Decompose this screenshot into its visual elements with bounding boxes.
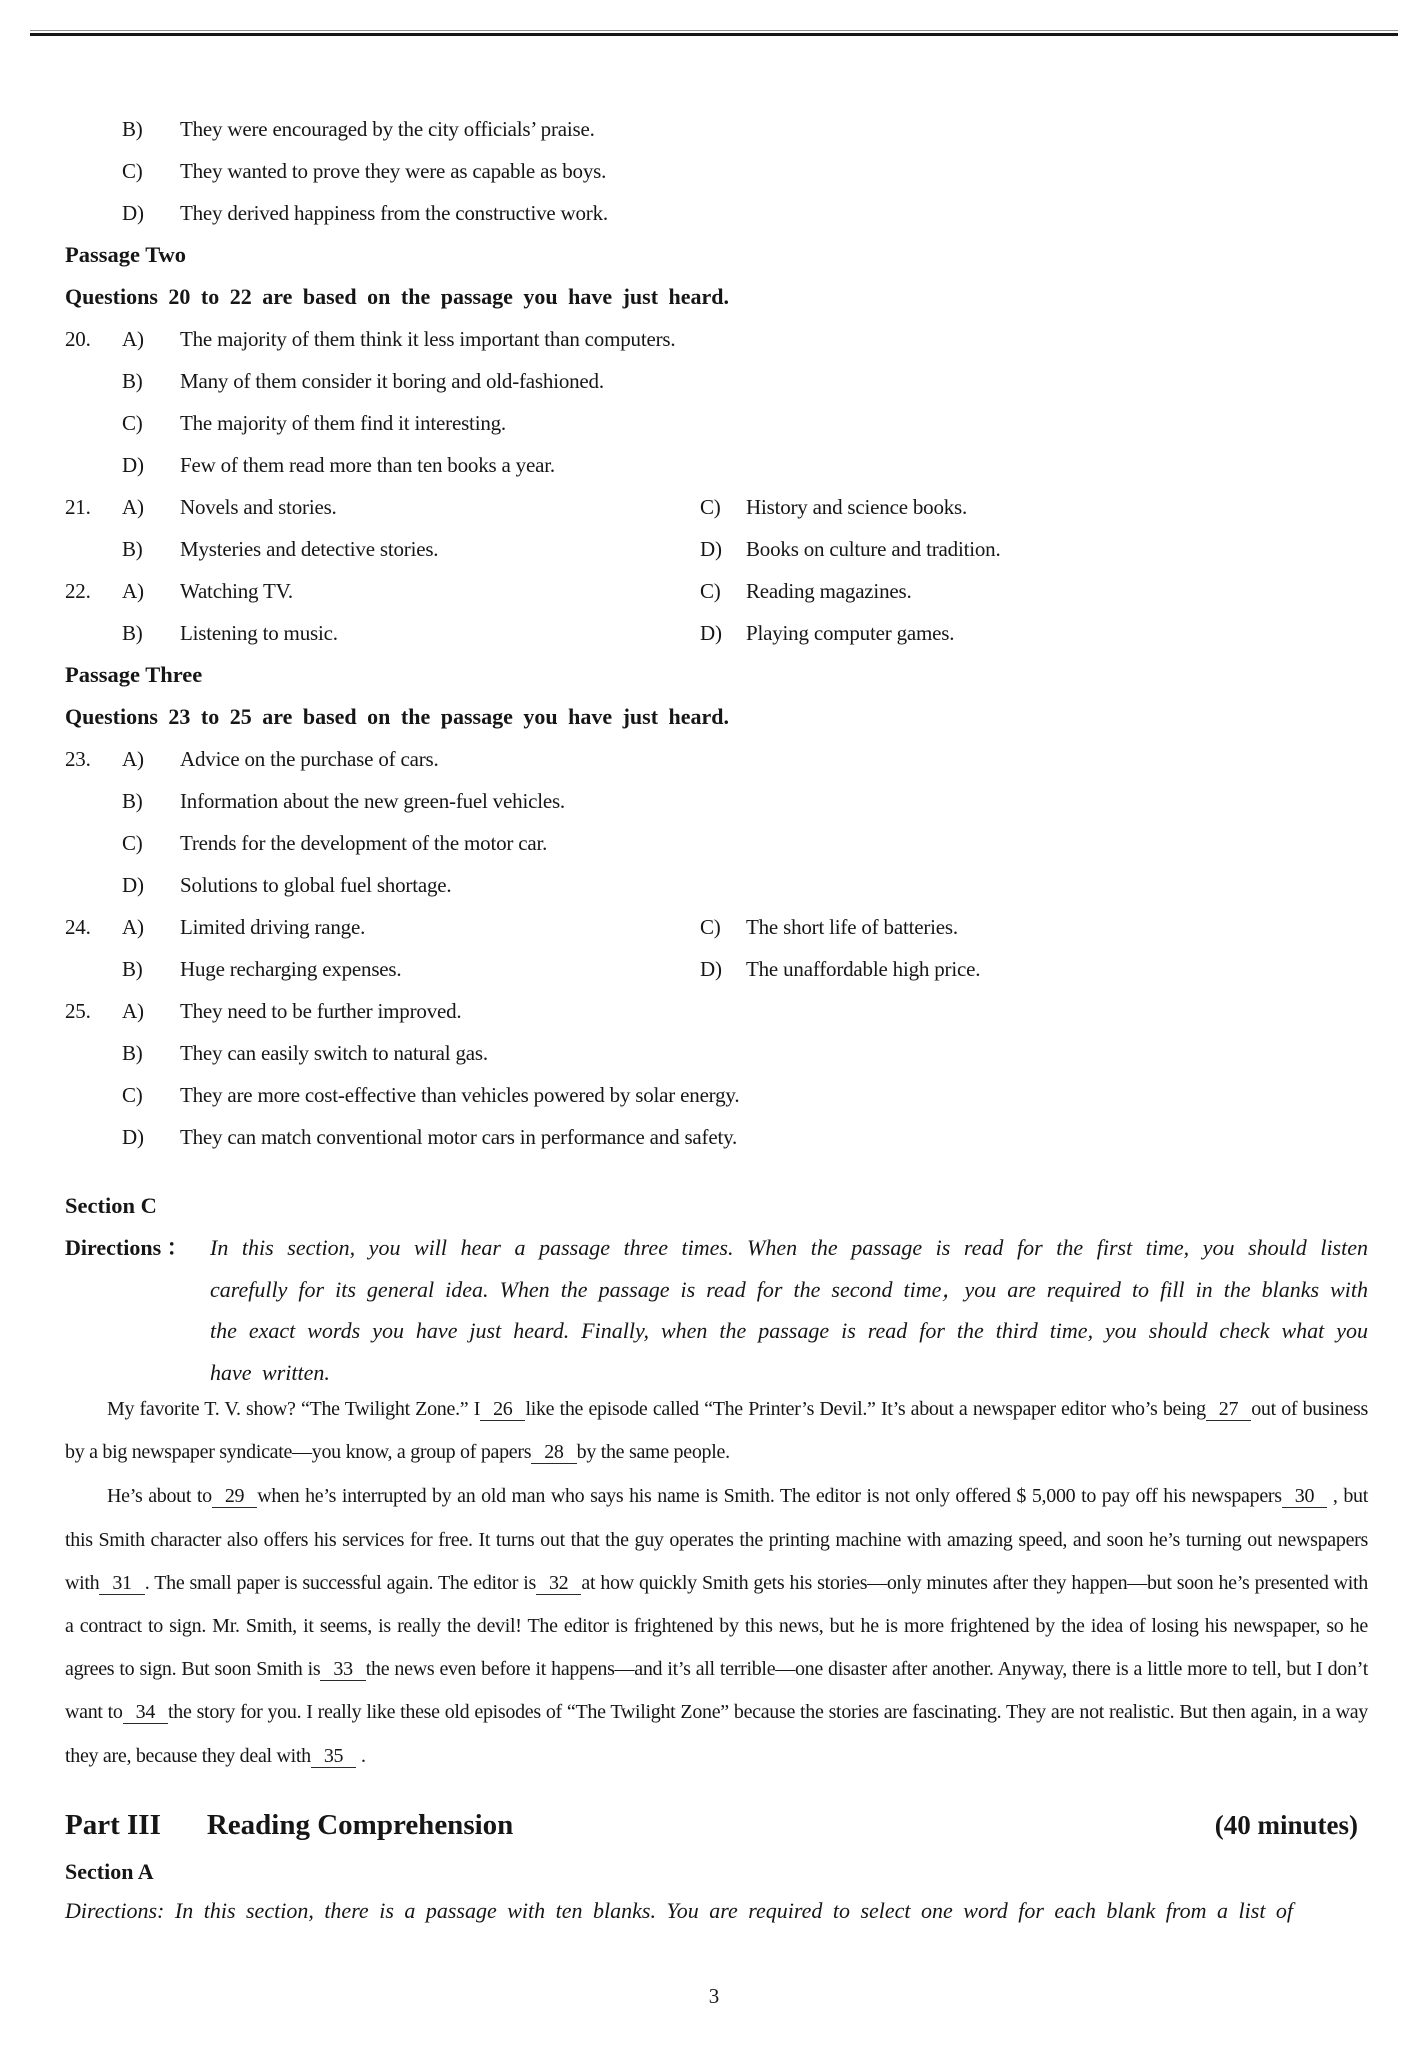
option-text: Huge recharging expenses. — [180, 957, 402, 981]
option-row — [65, 570, 1368, 612]
blank-32: 32 — [536, 1572, 581, 1595]
part-three — [65, 1805, 1368, 1927]
option-row — [65, 360, 1368, 402]
directions-label — [65, 1227, 210, 1393]
question-number — [65, 822, 122, 864]
passage-three-instruction: Questions 23 to 25 are based on the passage you have just heard. — [65, 704, 730, 729]
option-text: They can match conventional motor cars in performance and safety. — [180, 1125, 738, 1149]
option-letter: C) — [122, 159, 143, 183]
option-letter: B) — [122, 369, 143, 393]
option-text: Advice on the purchase of cars. — [180, 747, 439, 771]
question-number: 20. — [65, 327, 91, 351]
directions-colon: ： — [166, 1235, 189, 1260]
question-number — [65, 948, 122, 990]
directions-word: Directions — [65, 1235, 162, 1260]
option-row — [65, 150, 1368, 192]
part-duration: (40 minutes) — [1214, 1810, 1358, 1840]
question-number — [65, 528, 122, 570]
option-text: Reading magazines. — [746, 579, 912, 603]
option-text: Few of them read more than ten books a year. — [180, 453, 555, 477]
option-text: Trends for the development of the motor car. — [180, 831, 548, 855]
option-row — [65, 780, 1368, 822]
option-text: The short life of batteries. — [746, 915, 958, 939]
question-number — [65, 1116, 122, 1158]
option-letter: D) — [122, 1125, 144, 1149]
option-letter: A) — [122, 915, 144, 939]
option-text: They can easily switch to natural gas. — [180, 1041, 488, 1065]
option-letter: B) — [122, 789, 143, 813]
option-text: Novels and stories. — [180, 495, 337, 519]
blank-28: 28 — [531, 1441, 576, 1464]
option-letter: C) — [122, 411, 143, 435]
option-text: Books on culture and tradition. — [746, 537, 1001, 561]
question-number — [65, 150, 122, 192]
blank-34: 34 — [123, 1701, 168, 1724]
option-letter: C) — [700, 495, 721, 519]
section-a-heading: Section A — [65, 1859, 154, 1884]
cloze-text: out of business by a big newspaper syndicate—you know, a group of papers — [65, 1398, 1368, 1464]
cloze-text: . The small paper is successful again. The editor is — [144, 1571, 536, 1594]
option-text: They derived happiness from the constructive work. — [180, 201, 608, 225]
option-text: Playing computer games. — [746, 621, 955, 645]
option-letter: A) — [122, 999, 144, 1023]
option-letter: D) — [122, 873, 144, 897]
cloze-paragraph-2 — [65, 1475, 1368, 1777]
question-number: 23. — [65, 747, 91, 771]
listening-section — [65, 108, 1368, 1158]
passage-two-heading: Passage Two — [65, 242, 187, 267]
option-letter: D) — [122, 201, 144, 225]
option-letter: A) — [122, 327, 144, 351]
section-c-directions — [65, 1227, 1368, 1393]
top-rule — [30, 33, 1398, 36]
option-row — [65, 906, 1368, 948]
option-text: The majority of them find it interesting. — [180, 411, 506, 435]
option-row — [65, 318, 1368, 360]
option-letter: A) — [122, 579, 144, 603]
question-number — [65, 108, 122, 150]
option-text: Mysteries and detective stories. — [180, 537, 439, 561]
option-text: They need to be further improved. — [180, 999, 462, 1023]
part-title: Reading Comprehension — [206, 1809, 514, 1841]
passage-two-instruction: Questions 20 to 22 are based on the passage you have just heard. — [65, 284, 730, 309]
option-row — [65, 192, 1368, 234]
option-row — [65, 864, 1368, 906]
section-c-heading: Section C — [65, 1193, 157, 1218]
blank-33: 33 — [320, 1658, 365, 1681]
blank-30: 30 — [1282, 1485, 1327, 1508]
cloze-text: the story for you. I really like these old episodes of “The Twilight Zone” because the stories are fascinating. They are not realistic. But then again, in a way they are, because they deal with — [65, 1701, 1368, 1767]
option-letter: A) — [122, 747, 144, 771]
option-row — [65, 444, 1368, 486]
option-text: Many of them consider it boring and old-fashioned. — [180, 369, 604, 393]
blank-31: 31 — [99, 1572, 144, 1595]
option-text: They wanted to prove they were as capable as boys. — [180, 159, 607, 183]
option-letter: D) — [700, 957, 722, 981]
cloze-text: , but this Smith character also offers his services for free. It turns out that the guy operates the printing machine with amazing speed, and soon he’s turning out newspapers with — [65, 1485, 1368, 1594]
option-row — [65, 948, 1368, 990]
option-text: They are more cost-effective than vehicles powered by solar energy. — [180, 1083, 740, 1107]
option-row — [65, 1032, 1368, 1074]
option-text: Limited driving range. — [180, 915, 366, 939]
cloze-text: like the episode called “The Printer’s Devil.” It’s about a newspaper editor who’s being — [525, 1398, 1206, 1420]
option-text: They were encouraged by the city officials’ praise. — [180, 117, 595, 141]
question-number: 21. — [65, 495, 91, 519]
directions-text: In this section, you will hear a passage three times. When the passage is read for the first time, you should listen carefully for its general idea. When the passage is read for the second time，you are required to fill in the blanks with the exact words you have just heard. Finally, when the passage is read for the third time, you should check what you have written. — [210, 1235, 1368, 1385]
top-rule-shadow — [30, 30, 1398, 31]
question-number — [65, 780, 122, 822]
question-number: 25. — [65, 999, 91, 1023]
option-letter: C) — [122, 1083, 143, 1107]
section-c — [65, 1185, 1368, 1393]
blank-26: 26 — [480, 1398, 525, 1421]
question-number — [65, 1074, 122, 1116]
option-row — [65, 528, 1368, 570]
option-row — [65, 108, 1368, 150]
section-a-directions: Directions: In this section, there is a passage with ten blanks. You are required to select one word for each blank from a list of — [65, 1898, 1294, 1923]
question-number — [65, 612, 122, 654]
option-text: Listening to music. — [180, 621, 338, 645]
question-number — [65, 360, 122, 402]
question-number: 24. — [65, 915, 91, 939]
page-number: 3 — [708, 1984, 720, 2008]
option-letter: D) — [700, 537, 722, 561]
option-text: The majority of them think it less important than computers. — [180, 327, 676, 351]
cloze-text: the news even before it happens—and it’s all terrible—one disaster after another. Anyway, there is a little more to tell, but I don’t want to — [65, 1658, 1368, 1724]
cloze-text: He’s about to — [107, 1485, 212, 1508]
option-letter: D) — [122, 453, 144, 477]
option-row — [65, 486, 1368, 528]
question-number — [65, 402, 122, 444]
cloze-text: when he’s interrupted by an old man who says his name is Smith. The editor is not only offered $ 5,000 to pay off his newspapers — [257, 1485, 1282, 1508]
question-number — [65, 864, 122, 906]
passage-three-heading: Passage Three — [65, 662, 203, 687]
option-row — [65, 402, 1368, 444]
option-letter: B) — [122, 621, 143, 645]
option-text: Watching TV. — [180, 579, 293, 603]
option-letter: C) — [700, 579, 721, 603]
option-row — [65, 738, 1368, 780]
option-letter: B) — [122, 1041, 143, 1065]
option-text: History and science books. — [746, 495, 968, 519]
option-row — [65, 990, 1368, 1032]
option-letter: B) — [122, 537, 143, 561]
option-row — [65, 612, 1368, 654]
cloze-text: at how quickly Smith gets his stories—only minutes after they happen—but soon he’s presented with a contract to sign. Mr. Smith, it seems, is really the devil! The editor is frightened by this news, but he is more frightened by the idea of losing his newspaper, so he agrees to sign. But soon Smith is — [65, 1571, 1368, 1681]
question-number: 22. — [65, 579, 91, 603]
option-letter: C) — [122, 831, 143, 855]
part-three-title-group — [65, 1805, 513, 1845]
cloze-text: by the same people. — [576, 1441, 730, 1464]
blank-29: 29 — [212, 1485, 257, 1508]
option-letter: C) — [700, 915, 721, 939]
question-number — [65, 192, 122, 234]
option-letter: B) — [122, 117, 143, 141]
cloze-paragraph-1 — [65, 1388, 1368, 1474]
option-text: Solutions to global fuel shortage. — [180, 873, 452, 897]
cloze-passage — [65, 1388, 1368, 1778]
option-row — [65, 822, 1368, 864]
option-letter: D) — [700, 621, 722, 645]
question-number — [65, 444, 122, 486]
option-row — [65, 1116, 1368, 1158]
blank-35: 35 — [311, 1745, 356, 1768]
option-letter: B) — [122, 957, 143, 981]
option-text: The unaffordable high price. — [746, 957, 981, 981]
option-row — [65, 1074, 1368, 1116]
blank-27: 27 — [1206, 1398, 1251, 1421]
option-text: Information about the new green-fuel vehicles. — [180, 789, 565, 813]
cloze-text: My favorite T. V. show? “The Twilight Zone.” I — [107, 1398, 481, 1420]
question-number — [65, 1032, 122, 1074]
option-letter: A) — [122, 495, 144, 519]
part-three-heading — [65, 1805, 1368, 1845]
part-label: Part III — [65, 1809, 161, 1841]
cloze-text: . — [356, 1744, 366, 1767]
